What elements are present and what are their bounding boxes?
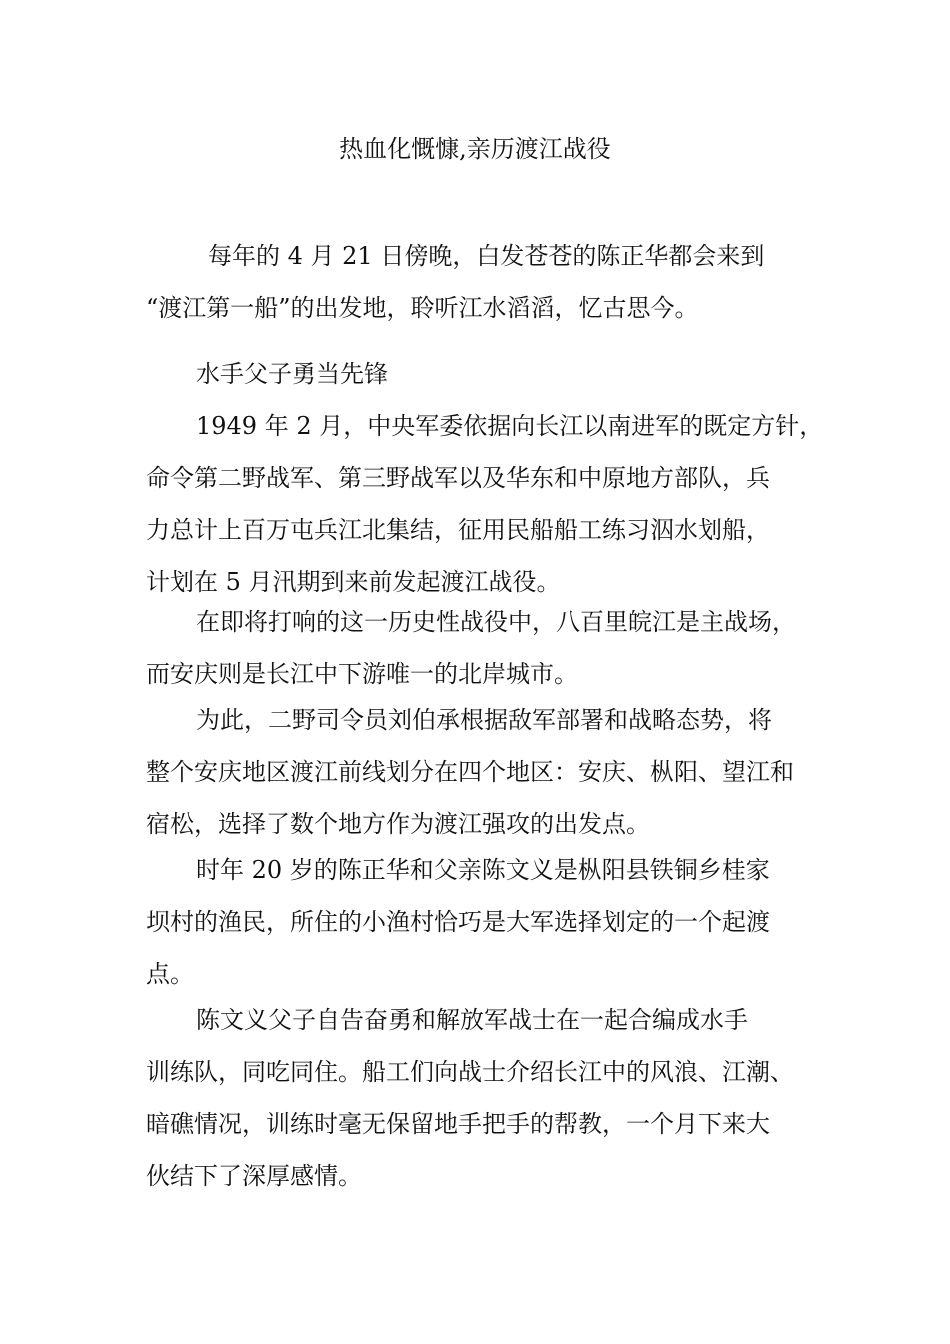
intro-line: 每年的 4 月 21 日傍晚，白发苍苍的陈正华都会来到	[208, 242, 765, 270]
paragraph-line: 整个安庆地区渡江前线划分在四个地区：安庆、枞阳、望江和	[146, 758, 794, 786]
paragraph-line: 陈文义父子自告奋勇和解放军战士在一起合编成水手	[196, 1006, 748, 1034]
paragraph-line: 坝村的渔民，所住的小渔村恰巧是大军选择划定的一个起渡	[146, 908, 770, 936]
paragraph-line: 在即将打响的这一历史性战役中，八百里皖江是主战场，	[196, 608, 796, 636]
paragraph-line: 1949 年 2 月，中央军委依据向长江以南进军的既定方针，	[196, 412, 824, 440]
paragraph-line: 暗礁情况，训练时毫无保留地手把手的帮教，一个月下来大	[146, 1110, 770, 1138]
document-title: 热血化慨慷,亲历渡江战役	[339, 135, 611, 163]
paragraph-line: 伙结下了深厚感情。	[146, 1162, 362, 1190]
paragraph-line: 而安庆则是长江中下游唯一的北岸城市。	[146, 660, 578, 688]
paragraph-line: 计划在 5 月汛期到来前发起渡江战役。	[146, 568, 561, 596]
paragraph-line: 点。	[146, 960, 194, 988]
paragraph-line: 命令第二野战军、第三野战军以及华东和中原地方部队，兵	[146, 464, 770, 492]
section-heading: 水手父子勇当先锋	[196, 360, 388, 388]
body-paragraph	[146, 844, 826, 1000]
body-paragraph	[146, 400, 826, 608]
intro-paragraph	[146, 230, 826, 334]
body-paragraph	[146, 994, 826, 1202]
paragraph-line: 宿松，选择了数个地方作为渡江强攻的出发点。	[146, 810, 650, 838]
intro-line: “渡江第一船”的出发地，聆听江水滔滔，忆古思今。	[146, 294, 699, 322]
paragraph-line: 力总计上百万屯兵江北集结，征用民船船工练习泅水划船，	[146, 516, 770, 544]
body-paragraph	[146, 694, 826, 850]
paragraph-line: 训练队，同吃同住。船工们向战士介绍长江中的风浪、江潮、	[146, 1058, 794, 1086]
paragraph-line: 为此，二野司令员刘伯承根据敌军部署和战略态势，将	[196, 706, 772, 734]
paragraph-line: 时年 20 岁的陈正华和父亲陈文义是枞阳县铁铜乡桂家	[196, 856, 770, 884]
body-paragraph	[146, 596, 826, 700]
section-heading-block	[146, 348, 826, 400]
